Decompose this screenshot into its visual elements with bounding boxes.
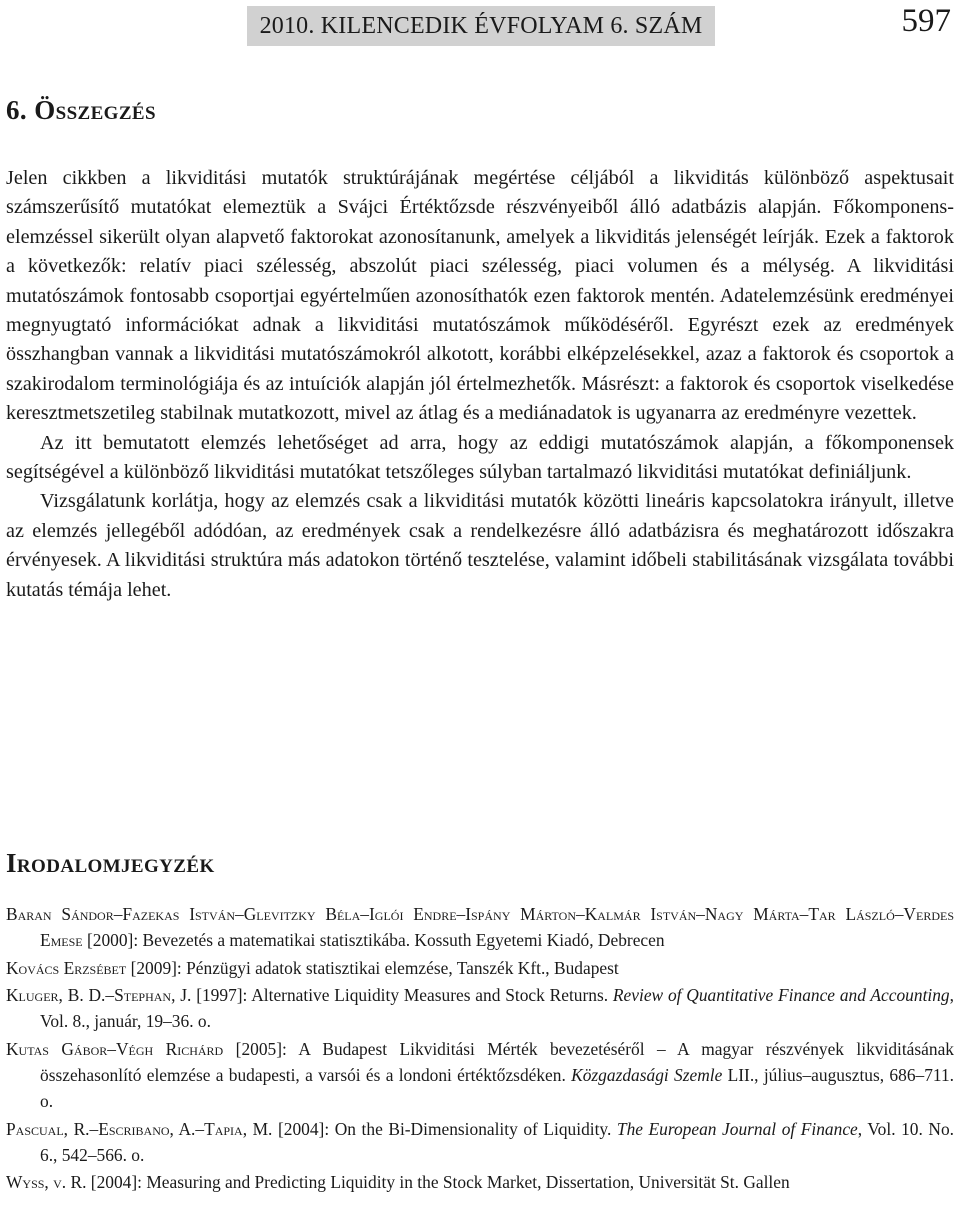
reference-tail: , Vol. 10. No. 6., 542–566. o. (40, 1118, 954, 1165)
reference-text: [2000]: Bevezetés a matematikai statisztikába. Kossuth Egyetemi Kiadó, Debrecen (82, 930, 665, 951)
reference-authors: Kovács Erzsébet (6, 957, 127, 978)
reference-tail: , Vol. 8., január, 19–36. o. (40, 985, 954, 1032)
reference-authors: Wyss, v. R. (6, 1172, 87, 1193)
summary-body (6, 164, 954, 605)
reference-item (6, 955, 954, 981)
reference-list (6, 901, 954, 1197)
paragraph: Az itt bemutatott elemzés lehetőséget ad arra, hogy az eddigi mutatószámok alapján, a főkomponensek segítségével a különböző likviditási mutatókat tetszőleges súlyban tartalmazó likviditási mutatókat definiáljunk. (6, 431, 954, 484)
running-header (247, 6, 715, 46)
references-heading: Irodalomjegyzék (6, 848, 215, 878)
reference-authors: Baran Sándor–Fazekas István–Glevitzky Béla–Iglói Endre–Ispány Márton–Kalmár István–Nagy Márta–Tar László–Verdes Emese (6, 904, 954, 951)
reference-authors: Kutas Gábor–Végh Richárd (6, 1038, 224, 1059)
paragraph: Jelen cikkben a likviditási mutatók struktúrájának megértése céljából a likviditás különböző aspektusait számszerűsítő mutatókat elemeztük a Svájci Értéktőzsde részvényeiből álló adatbázis alapján. Főkomponens-elemzéssel sikerült olyan alapvető faktorokat azonosítanunk, amelyek a likviditás jelenségét leírják. Ezek a faktorok a következők: relatív piaci szélesség, abszolút piaci szélesség, piaci volumen és a mélység. A likviditási mutatószámok fontosabb csoportjai egyértelműen azonosíthatók ezen faktorok mentén. Adatelemzésünk eredményei megnyugtató információkat adnak a likviditási mutatószámok működéséről. Egyrészt ezek az eredmények összhangban vannak a likviditási mutatószámokról alkotott, korábbi elképzelésekkel, azaz a faktorok és csoportok a szakirodalom terminológiája és az intuíciók alapján jól értelmezhetők. Másrészt: a faktorok és csoportok viselkedése keresztmetszetileg stabilnak mutatkozott, mivel az átlag és a mediánadatok is ugyanarra az eredményre vezettek. (6, 167, 954, 425)
reference-journal: Közgazdasági Szemle (571, 1065, 723, 1086)
reference-item (6, 901, 954, 953)
paragraph: Vizsgálatunk korlátja, hogy az elemzés csak a likviditási mutatók közötti lineáris kapcsolatokra irányult, illetve az elemzés jellegéből adódóan, az eredmények csak a rendelkezésre álló adatbázisra és meghatározott időszakra érvényesek. A likviditási struktúra más adatokon történő tesztelése, valamint időbeli stabilitásának vizsgálata további kutatás témája lehet. (6, 490, 954, 601)
reference-text: [2004]: On the Bi-Dimensionality of Liquidity. (272, 1118, 617, 1139)
reference-journal: Review of Quantitative Finance and Accounting (612, 985, 950, 1006)
section-title: 6. Összegzés (6, 95, 156, 125)
reference-item (6, 1116, 954, 1168)
reference-text: [1997]: Alternative Liquidity Measures and Stock Returns. (191, 985, 613, 1006)
reference-item (6, 1169, 954, 1195)
page-number: 597 (901, 3, 951, 39)
reference-journal: The European Journal of Finance (616, 1118, 858, 1139)
journal-issue-title: 2010. KILENCEDIK ÉVFOLYAM 6. SZÁM (259, 12, 703, 39)
reference-text: [2005]: A Budapest Likviditási Mérték bevezetéséről – A magyar részvények likviditásának összehasonlító elemzése a budapesti, a varsói és a londoni értéktőzsdéken. (40, 1038, 954, 1086)
reference-text: [2009]: Pénzügyi adatok statisztikai elemzése, Tanszék Kft., Budapest (126, 957, 619, 978)
reference-item (6, 1036, 954, 1114)
reference-text: [2004]: Measuring and Predicting Liquidity in the Stock Market, Dissertation, Universität St. Gallen (86, 1172, 790, 1193)
reference-item (6, 982, 954, 1034)
reference-authors: Pascual, R.–Escribano, A.–Tapia, M. (6, 1118, 273, 1139)
reference-tail: LII., július–augusztus, 686–711. o. (40, 1065, 954, 1112)
reference-authors: Kluger, B. D.–Stephan, J. (6, 985, 192, 1006)
